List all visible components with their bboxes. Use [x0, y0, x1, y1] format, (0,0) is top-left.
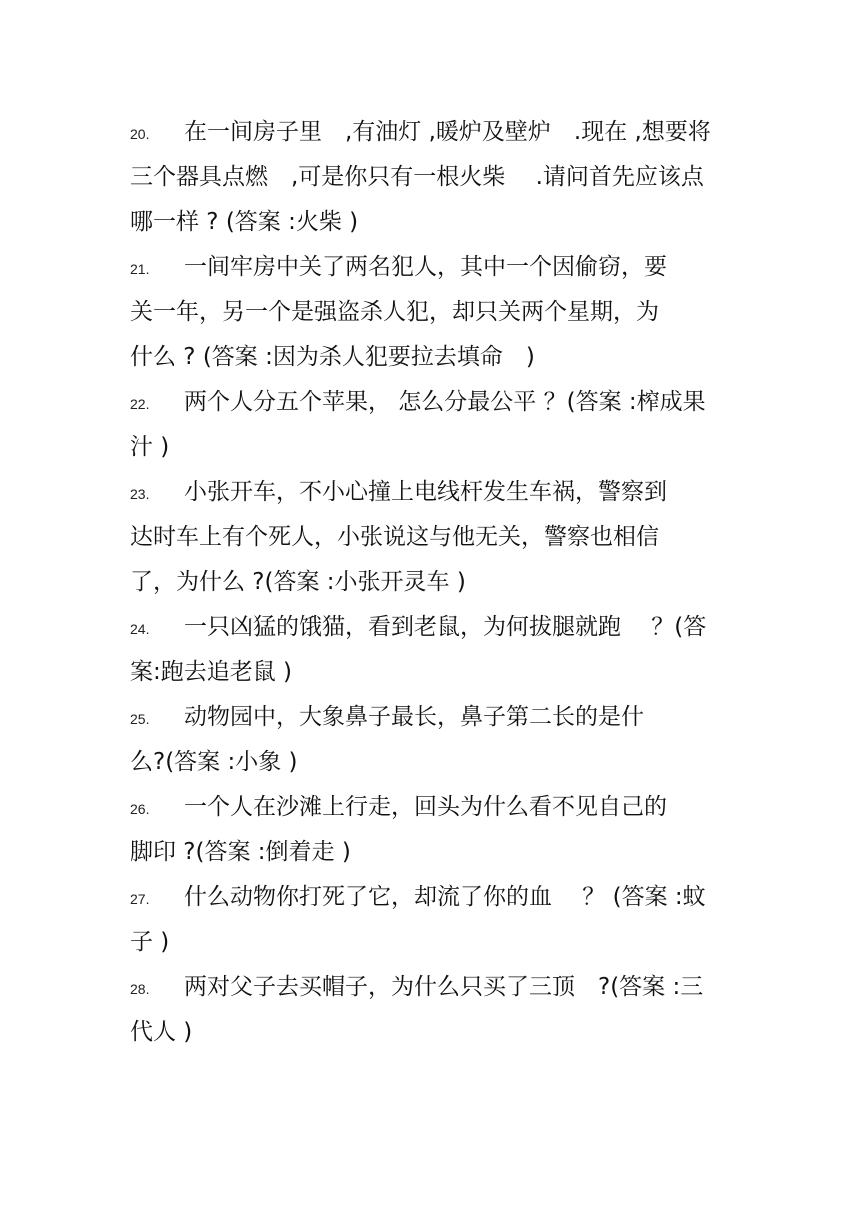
question-text: 了，为什么 ?(答案 :小张开灵车 ) — [130, 569, 466, 595]
question-26-line-1 — [130, 787, 750, 827]
question-text: 么?(答案 :小象 ) — [130, 749, 298, 775]
question-27-line-2 — [130, 922, 750, 962]
question-number: 23. — [130, 486, 150, 502]
question-20-line-1 — [130, 112, 750, 152]
question-text: 代人 ) — [130, 1019, 193, 1045]
question-text: 关一年，另一个是强盗杀人犯，却只关两个星期，为 — [130, 299, 659, 325]
question-number: 20. — [130, 126, 150, 142]
question-25-line-2 — [130, 742, 750, 782]
question-text: 两个人分五个苹果， 怎么分最公平 ？(答案 :榨成果 — [184, 389, 706, 415]
question-text: 脚印 ?(答案 :倒着走 ) — [130, 839, 351, 865]
question-text: 什么动物你打死了它，却流了你的血 ？ (答案 :蚊 — [184, 884, 706, 910]
question-number: 22. — [130, 396, 150, 412]
question-text: 动物园中，大象鼻子最长，鼻子第二长的是什 — [184, 704, 644, 730]
question-text: 什么 ? (答案 :因为杀人犯要拉去填命 ) — [130, 344, 535, 370]
question-text: 达时车上有个死人，小张说这与他无关，警察也相信 — [130, 524, 659, 550]
question-22-line-1 — [130, 382, 750, 422]
question-text: 三个器具点燃 ,可是你只有一根火柴 .请问首先应该点 — [130, 164, 704, 190]
question-number: 26. — [130, 801, 150, 817]
question-text: 一只凶猛的饿猫，看到老鼠，为何拔腿就跑 ？(答 — [184, 614, 707, 640]
question-text: 一间牢房中关了两名犯人，其中一个因偷窃，要 — [184, 254, 667, 280]
question-23-line-3 — [130, 562, 750, 602]
question-24-line-2 — [130, 652, 750, 692]
question-number: 21. — [130, 261, 150, 277]
question-text: 在一间房子里 ,有油灯 ,暖炉及壁炉 .现在 ,想要将 — [184, 119, 711, 145]
question-24-line-1 — [130, 607, 750, 647]
question-number: 28. — [130, 981, 150, 997]
question-number: 25. — [130, 711, 150, 727]
question-27-line-1 — [130, 877, 750, 917]
question-23-line-2 — [130, 517, 750, 557]
question-number: 27. — [130, 891, 150, 907]
question-text: 汁 ) — [130, 434, 170, 460]
question-text: 子 ) — [130, 929, 170, 955]
question-text: 两对父子去买帽子，为什么只买了三顶 ?(答案 :三 — [184, 974, 704, 1000]
question-20-line-3 — [130, 202, 750, 242]
question-number: 24. — [130, 621, 150, 637]
question-26-line-2 — [130, 832, 750, 872]
question-21-line-2 — [130, 292, 750, 332]
question-text: 一个人在沙滩上行走，回头为什么看不见自己的 — [184, 794, 667, 820]
question-28-line-2 — [130, 1012, 750, 1052]
question-25-line-1 — [130, 697, 750, 737]
question-20-line-2 — [130, 157, 750, 197]
question-text: 小张开车，不小心撞上电线杆发生车祸，警察到 — [184, 479, 667, 505]
question-21-line-3 — [130, 337, 750, 377]
question-21-line-1 — [130, 247, 750, 287]
question-22-line-2 — [130, 427, 750, 467]
question-28-line-1 — [130, 967, 750, 1007]
question-23-line-1 — [130, 472, 750, 512]
question-text: 哪一样 ? (答案 :火柴 ) — [130, 209, 359, 235]
question-text: 案:跑去追老鼠 ) — [130, 659, 293, 685]
